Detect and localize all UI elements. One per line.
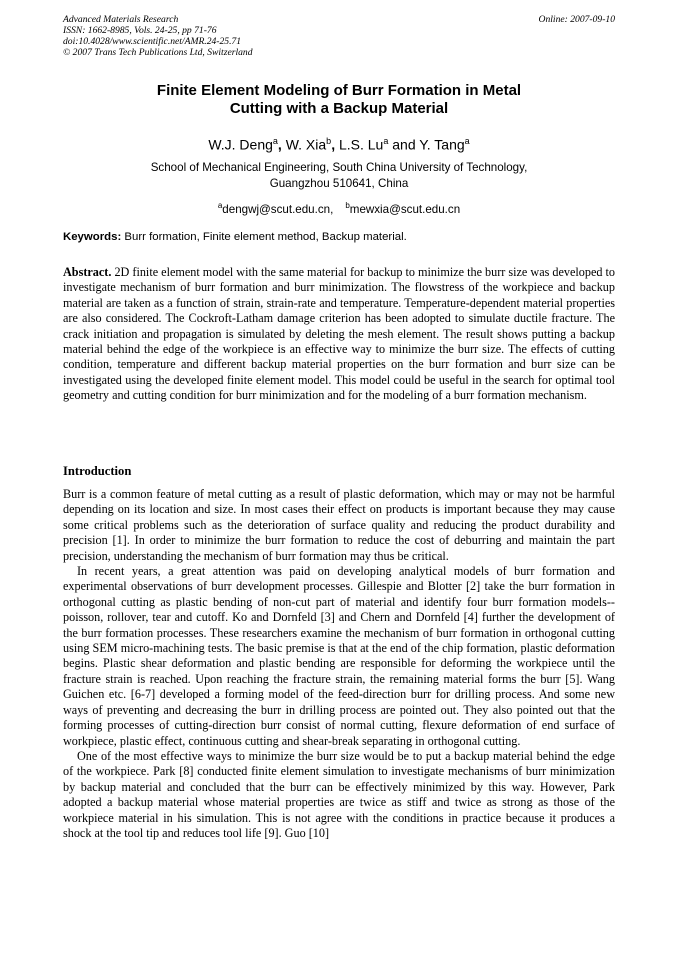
email-b-mark: b [345, 200, 350, 210]
author-deng-affil-mark: a [272, 136, 278, 146]
email-a-mark: a [217, 200, 223, 210]
abstract [63, 265, 615, 404]
abstract-text: 2D finite element model with the same material for backup to minimize the burr size was developed to investigate mechanism of burr formation and burr minimization. The flowstress of the workpiece and backup material are taken as a function of strain, strain-rate and temperature. Temperature-dependent material properties are also considered. The Cockroft-Latham damage criterion has been adopted to simulate ductile fracture. The crack initiation and propagation is simulated by deleting the mesh element. The result shows putting a backup material behind the edge of the workpiece is an effective way to minimize the burr size. The effects of cutting condition, temperature and different backup material properties on the burr formation and burr size can be investigated using the developed finite element model. This model could be useful in the search for optimal tool geometry and cutting condition for burr minimization and for the modeling of a burr formation mechanism. [63, 265, 615, 403]
email-deng[interactable]: dengwj@scut.edu.cn, [222, 202, 334, 216]
email-xia[interactable]: mewxia@scut.edu.cn [349, 202, 461, 216]
copyright-line: © 2007 Trans Tech Publications Ltd, Switzerland [63, 47, 253, 58]
author-tang-affil-mark: a [464, 136, 470, 146]
keywords [63, 230, 615, 244]
intro-paragraph-3: One of the most effective ways to minimize the burr size would be to put a backup material behind the edge of the workpiece. Park [8] conducted finite element simulation to investigate mechanisms of burr minimization by backup material and concluded that the burr can be effectively minimized by this way. However, Park adopted a backup material whose material properties are twice as stiff and twice as strong as those of the workpiece material in his simulation. This is not agree with the conditions in practice because it produces a shock at the tool tip and reduces tool life [9]. Guo [10] [63, 748, 615, 840]
keywords-label: Keywords: [63, 231, 122, 243]
author-list [40, 133, 638, 154]
abstract-label: Abstract. [63, 265, 112, 279]
author-emails [40, 198, 638, 217]
online-date: Online: 2007-09-10 [538, 14, 615, 25]
journal-header [63, 14, 615, 58]
affiliation [40, 160, 638, 192]
introduction-body [63, 487, 615, 841]
author-xia: W. Xia [285, 136, 327, 153]
introduction-heading: Introduction [63, 464, 132, 478]
author-xia-affil-mark: b [326, 136, 332, 146]
author-tang: Y. Tang [419, 136, 465, 153]
intro-paragraph-1: Burr is a common feature of metal cutting as a result of plastic deformation, which may or may not be harmful depending on its location and size. In most cases their effect on products is important because they may cause some critical problems such as the deterioration of surface quality and reducing the product durability and precision [1]. In order to minimize the burr formation to reduce the cost of deburring and maintain the part precision, understanding the mechanism of burr formation may thus be critical. [63, 487, 615, 563]
keywords-text: Burr formation, Finite element method, Backup material. [124, 231, 407, 243]
doi-line: doi:10.4028/www.scientific.net/AMR.24-25.71 [63, 36, 242, 47]
affiliation-line-1: School of Mechanical Engineering, South China University of Technology, [150, 160, 528, 174]
author-separator: , [277, 136, 286, 153]
title-block [40, 82, 638, 217]
author-deng: W.J. Deng [208, 136, 273, 153]
author-lu: L.S. Lu [338, 136, 384, 153]
title-line-1: Finite Element Modeling of Burr Formation in Metal [156, 82, 522, 99]
issn-line: ISSN: 1662-8985, Vols. 24-25, pp 71-76 [63, 25, 217, 36]
paper-title [40, 82, 638, 118]
title-line-2: Cutting with a Backup Material [229, 100, 449, 117]
intro-paragraph-2: In recent years, a great attention was paid on developing analytical models of burr formation and experimental observations of burr development processes. Gillespie and Blotter [2] take the burr formation in orthogonal cutting as plastic bending of non-cut part of material and identify four burr formation models--poisson, rollover, tear and cutoff. Ko and Dornfeld [3] and Chern and Dornfeld [4] further the development of the burr formation processes. These researchers examine the mechanism of burr formation in orthogonal cutting using SEM micro-machining tests. The basic premise is that at the end of the chip formation, plastic deformation begins. Plastic shear deformation and plastic bending are responsible for deforming the workpiece until the fracture strain is reached. Upon reaching the fracture strain, the remaining material forms the burr [5]. Wang Guichen etc. [6-7] developed a forming model of the feed-direction burr for drilling process. And some new ways of preventing and decreasing the burr in drilling process are pointed out. They also pointed out that the forming processes of cutting-direction burr consist of normal cutting, flexure deformation of end surface of workpiece, plastic effect, continuous cutting and shear-break separating in orthogonal cutting. [63, 564, 615, 748]
author-and: and [388, 136, 420, 153]
affiliation-line-2: Guangzhou 510641, China [269, 176, 409, 190]
journal-name: Advanced Materials Research [63, 14, 179, 25]
author-separator: , [331, 136, 339, 153]
author-lu-affil-mark: a [383, 136, 389, 146]
